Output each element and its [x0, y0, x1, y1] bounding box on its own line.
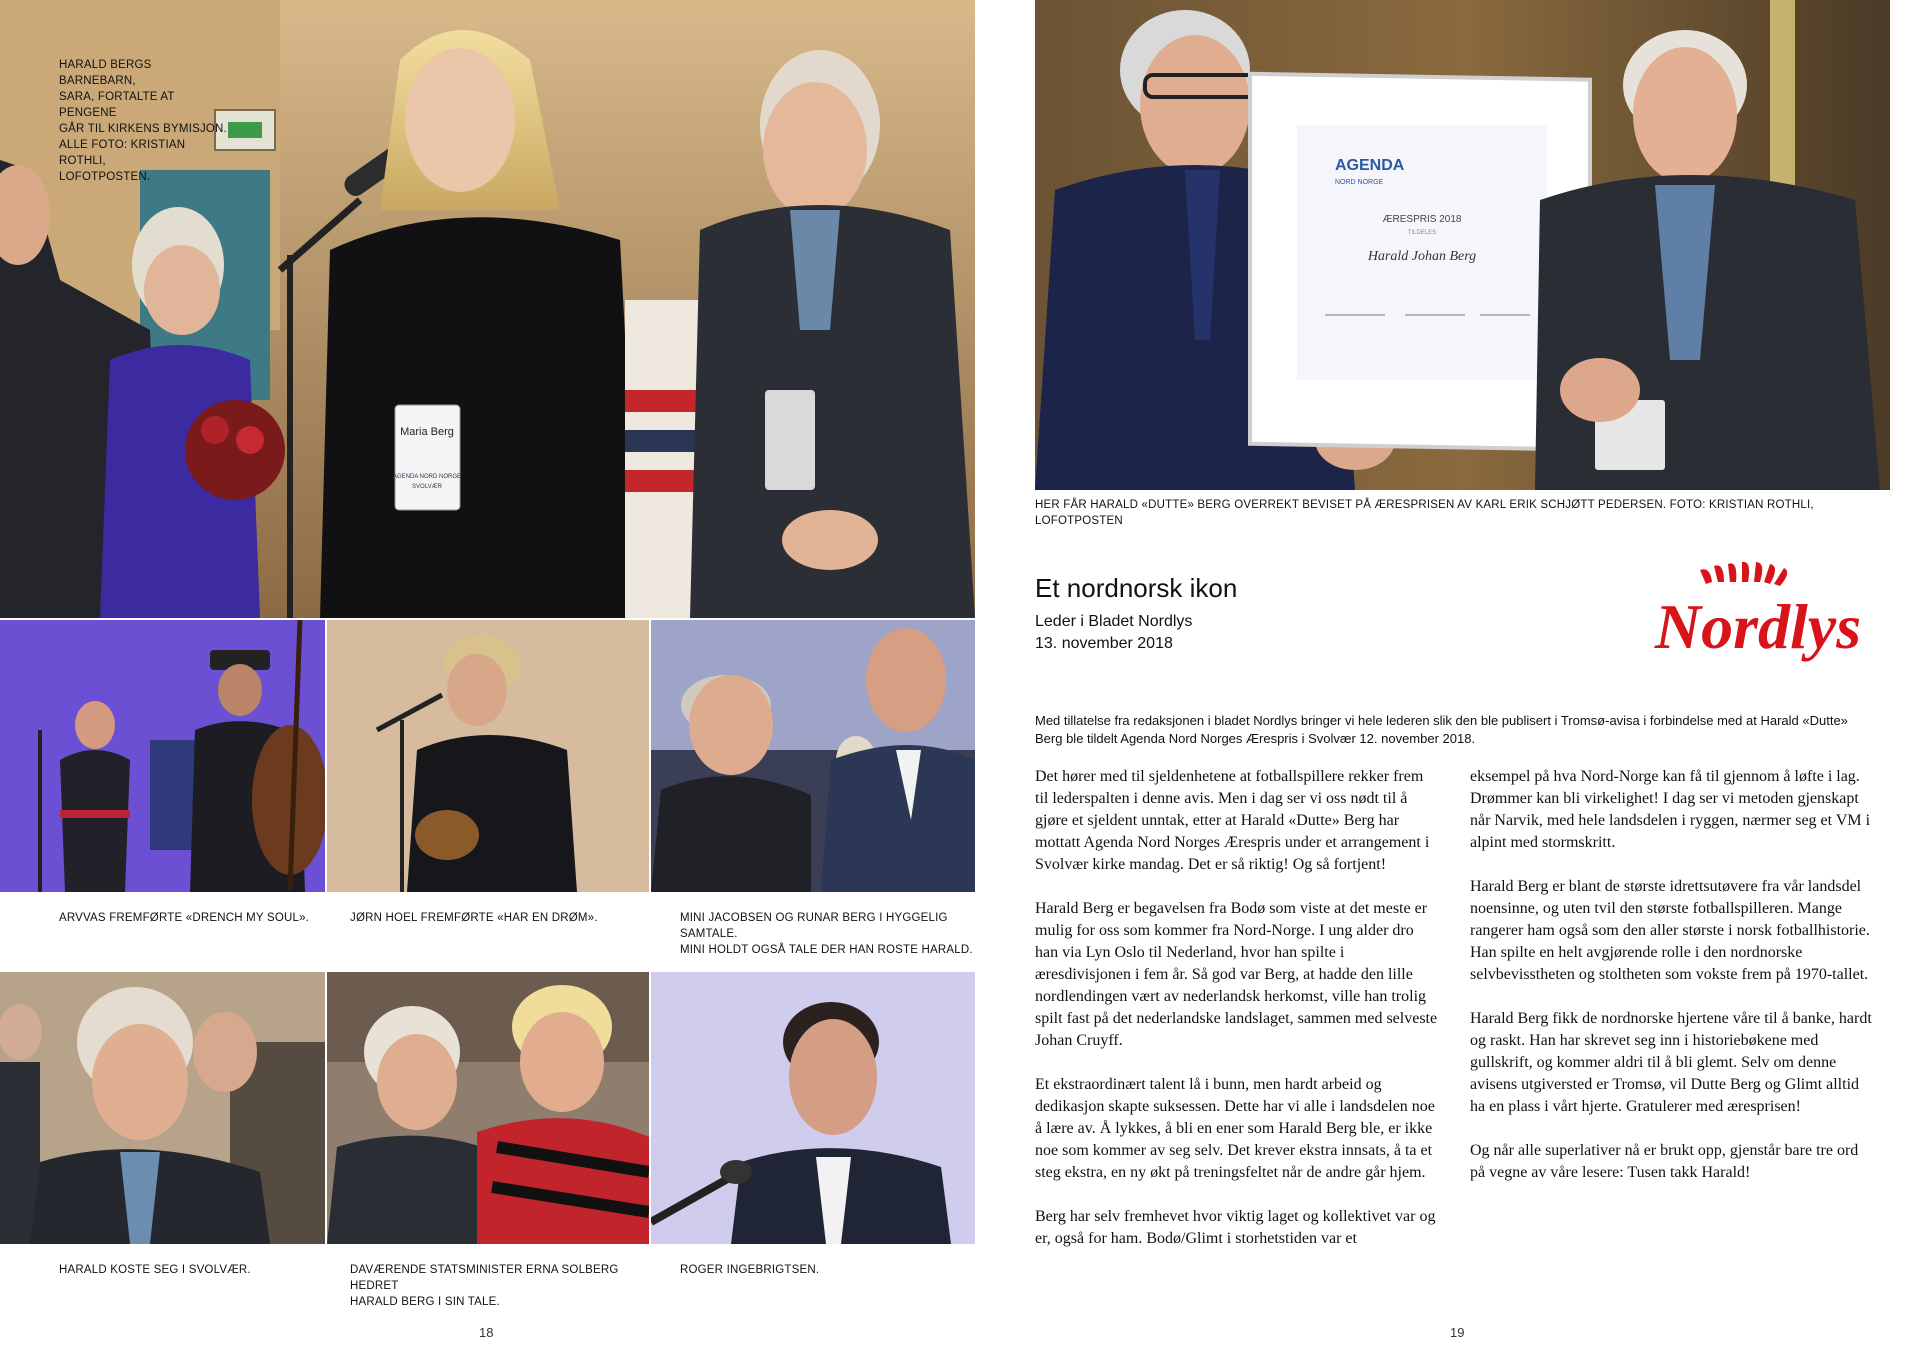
- certificate-brand-sub: NORD NORGE: [1335, 179, 1384, 186]
- article-paragraph: Harald Berg fikk de nordnorske hjertene våre til å banke, hardt og raskt. Han har skrevet seg inn i historiebøkene med gullskrift, og kommer aldri til å bli glemt. Selv om denne avisens utgiversted er Tromsø, vil Dutte Berg og Glimt alltid ha en plass i vårt hjerte. Gratulerer med æresprisen!: [1470, 1010, 1872, 1115]
- article-paragraph: Og når alle superlativer nå er brukt opp, gjenstår bare tre ord på vegne av våre lesere: Tusen takk Harald!: [1470, 1142, 1859, 1181]
- right-page: [975, 0, 1920, 1358]
- nordlys-emblem-icon: [1700, 562, 1787, 586]
- article-paragraph: eksempel på hva Nord-Norge kan få til gjennom å løfte i lag. Drømmer kan bli virkelighet! I dag ser vi metoden gjenskapt når Narvik, med hele landsdelen i ryggen, nærmer seg et VM i alpint med stormskritt.: [1470, 768, 1871, 851]
- caption-mini-runar: [680, 910, 975, 958]
- caption-erna-solberg: [350, 1262, 650, 1310]
- name-badge: [392, 405, 462, 510]
- caption-jorn-hoel: [350, 910, 630, 926]
- page-number-right: 19: [1450, 1325, 1465, 1340]
- nordlys-wordmark: Nordlys: [1654, 591, 1862, 662]
- article-paragraph: Berg har selv fremhevet hvor viktig laget og kollektivet var og er, også for ham. Bodø/Glimt i storhetstiden var et: [1035, 1208, 1436, 1247]
- caption-line: MINI HOLDT OGSÅ TALE DER HAN ROSTE HARALD.: [680, 944, 973, 956]
- article-paragraph: Det hører med til sjeldenhetene at fotballspillere rekker frem til lederspalten i denne avis. Men i dag ser vi oss nødt til å gjøre et sjeldent unntak, etter at Harald «Dutte» Berg har mottatt Agenda Nord Norges Ærespris under et arrangement i Svolvær kirke mandag. Det er så riktig! Og så fortjent!: [1035, 768, 1430, 873]
- badge-line1: AGENDA NORD NORGE: [392, 474, 462, 480]
- nordlys-logo: [1638, 560, 1878, 670]
- article-paragraph: Harald Berg er blant de største idrettsutøvere fra vår landsdel noensinne, og uten tvil den største fotballspilleren. Mange rangerer ham også som den aller største i norsk fotballhistorie. Han spilte en helt avgjørende rolle i den nordnorske selvbevisstheten og stoltheten som vokste frem på 1970-tallet.: [1470, 878, 1870, 983]
- caption-arvvas: [59, 910, 319, 926]
- caption-award-handover: HER FÅR HARALD «DUTTE» BERG OVERREKT BEVISET PÅ ÆRESPRISEN AV KARL ERIK SCHJØTT PEDERSEN. FOTO: KRISTIAN ROTHLI, LOFOTPOSTEN: [1035, 499, 1814, 527]
- caption-roger: [680, 1262, 960, 1278]
- caption-line: HARALD KOSTE SEG I SVOLVÆR.: [59, 1264, 251, 1276]
- article-column-1: [1035, 766, 1440, 1272]
- page-number-left: 18: [479, 1325, 494, 1340]
- caption-line: JØRN HOEL FREMFØRTE «HAR EN DRØM».: [350, 912, 598, 924]
- caption-line: MINI JACOBSEN OG RUNAR BERG I HYGGELIG SAMTALE.: [680, 912, 948, 940]
- caption-line: HARALD BERG I SIN TALE.: [350, 1296, 500, 1308]
- subtitle-line: 13. november 2018: [1035, 635, 1173, 652]
- caption-line: ROGER INGEBRIGTSEN.: [680, 1264, 820, 1276]
- certificate-award: ÆRESPRIS 2018: [1382, 214, 1462, 225]
- photo-erna-solberg: [327, 972, 649, 1244]
- article-column-2: [1470, 766, 1875, 1206]
- photo-jorn-hoel: [327, 620, 649, 892]
- photo-harald-laughing: [0, 972, 325, 1244]
- caption-line: ALLE FOTO: KRISTIAN ROTHLI,: [59, 139, 186, 167]
- badge-name: Maria Berg: [400, 426, 454, 438]
- caption-line: GÅR TIL KIRKENS BYMISJON.: [59, 123, 227, 135]
- badge-line2: SVOLVÆR: [412, 484, 442, 490]
- article-paragraph: Et ekstraordinært talent lå i bunn, men hardt arbeid og dedikasjon skapte suksessen. Dette har vi alle i landsdelen noe å lære av. Å lykkes, å bli en ener som Harald Berg ble, er ikke noe som kommer av seg selv. Det krever ekstra innsats, å ta et steg ekstra, en ny økt på treningsfeltet når de andre går hjem.: [1035, 1076, 1435, 1181]
- certificate-brand: AGENDA: [1335, 157, 1405, 174]
- caption-line: LOFOTPOSTEN.: [59, 171, 151, 183]
- photo-arvvas: [0, 620, 325, 892]
- caption-line: HARALD BERGS BARNEBARN,: [59, 59, 152, 87]
- photo-mini-runar: [651, 620, 975, 892]
- photo-award-handover: [1035, 0, 1890, 490]
- certificate-name: Harald Johan Berg: [1367, 249, 1477, 264]
- caption-top-photo: [59, 57, 229, 185]
- article-title: Et nordnorsk ikon: [1035, 573, 1238, 603]
- certificate-awarded-to: TILDELES: [1407, 230, 1437, 236]
- caption-harald-svolvaer: [59, 1262, 319, 1278]
- caption-line: DAVÆRENDE STATSMINISTER ERNA SOLBERG HEDRET: [350, 1264, 619, 1292]
- article-intro: Med tillatelse fra redaksjonen i bladet Nordlys bringer vi hele lederen slik den ble publisert i Tromsø-avisa i forbindelse med at Harald «Dutte» Berg ble tildelt Agenda Nord Norges Ærespris i Svolvær 12. november 2018.: [1035, 713, 1848, 746]
- article-subtitle: [1035, 611, 1192, 655]
- bouquet-icon: [185, 400, 285, 500]
- photo-roger-ingebrigtsen: [651, 972, 975, 1244]
- caption-line: SARA, FORTALTE AT PENGENE: [59, 91, 175, 119]
- subtitle-line: Leder i Bladet Nordlys: [1035, 613, 1193, 630]
- caption-line: ARVVAS FREMFØRTE «DRENCH MY SOUL».: [59, 912, 310, 924]
- article-paragraph: Harald Berg er begavelsen fra Bodø som viste at det meste er mulig for oss som kommer fra Nord-Norge. I ung alder dro han via Lyn Oslo til Nederland, hvor han spilte i æresdivisjonen i fem år. Så god var Berg, at hadde den lille nordlendingen vært av nederlandsk herkomst, ville han trolig spilt fast på det nederlandske landslaget, sammen med selveste Johan Cruyff.: [1035, 900, 1438, 1049]
